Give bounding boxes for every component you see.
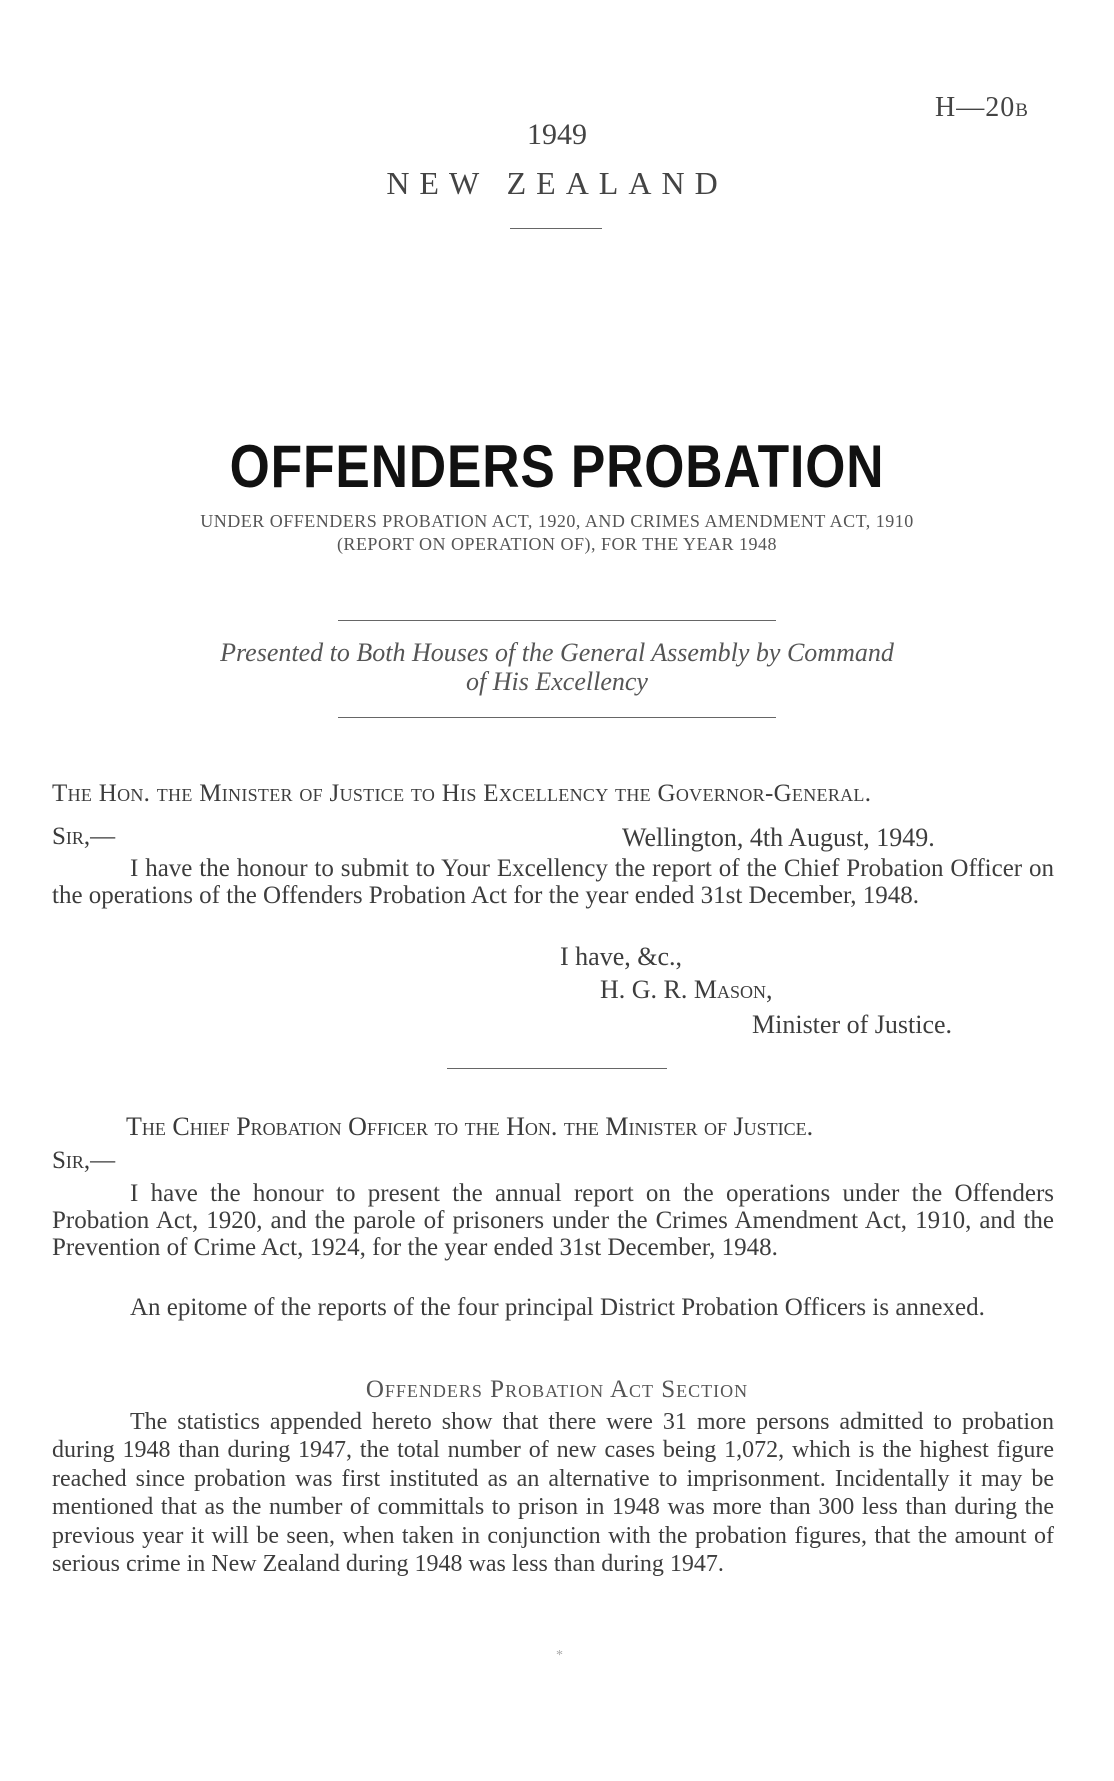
letter1-signatory: H. G. R. Mason, (600, 975, 773, 1004)
letter1-salutation: Sir,— (52, 823, 116, 850)
letter1-signatory-title: Minister of Justice. (752, 1010, 953, 1039)
presented-line-1: Presented to Both Houses of the General Assembly by Command (220, 638, 894, 667)
title-subtitle (0, 510, 1114, 556)
letter1-closing: I have, &c., (560, 942, 683, 971)
letter2-addressee: The Chief Probation Officer to the Hon. the Minister of Justice. (126, 1112, 814, 1141)
reference-number: H—20 (935, 92, 1016, 123)
letter1-addressee: The Hon. the Minister of Justice to His Excellency the Governor-General. (52, 780, 872, 807)
letter2-salutation: Sir,— (52, 1147, 116, 1174)
reference-suffix: B (1015, 100, 1029, 121)
subtitle-line-2: (REPORT ON OPERATION OF), FOR THE YEAR 1948 (336, 534, 778, 554)
letter2-paragraph-1: I have the honour to present the annual report on the operations under the Offenders Probation Act, 1920, and the parole of prisoners under the Crimes Amendment Act, 1910, and the Prevention of Crime Act, 1924, for the year ended 31st December, 1948. (52, 1180, 1054, 1261)
divider (338, 620, 776, 621)
country-heading: NEW ZEALAND (386, 165, 728, 201)
section-body: The statistics appended hereto show that there were 31 more persons admitted to probation during 1948 than during 1947, the total number of new cases being 1,072, which is the highest figure reached since probation was first instituted as an alternative to imprisonment. Incidentally it may be mentioned that as the number of committals to prison in 1948 was more than 300 less than during the previous year it will be seen, when taken in conjunction with the probation figures, that the amount of serious crime in New Zealand during 1948 was less than during 1947. (52, 1409, 1054, 1578)
presented-statement (0, 638, 1114, 696)
letter1-place-date: Wellington, 4th August, 1949. (622, 823, 935, 852)
document-year: 1949 (527, 118, 587, 151)
page-title: OFFENDERS PROBATION (229, 433, 885, 500)
divider (447, 1068, 667, 1069)
section-heading: Offenders Probation Act Section (365, 1376, 749, 1403)
footer-mark: * (556, 1648, 563, 1663)
divider (338, 717, 776, 718)
presented-line-2: of His Excellency (466, 667, 648, 696)
subtitle-line-1: UNDER OFFENDERS PROBATION ACT, 1920, AND CRIMES AMENDMENT ACT, 1910 (200, 511, 914, 531)
divider (510, 228, 602, 229)
letter1-body: I have the honour to submit to Your Excellency the report of the Chief Probation Officer on the operations of the Offenders Probation Act for the year ended 31st December, 1948. (52, 855, 1054, 909)
letter2-paragraph-2: An epitome of the reports of the four principal District Probation Officers is annexed. (130, 1294, 985, 1321)
